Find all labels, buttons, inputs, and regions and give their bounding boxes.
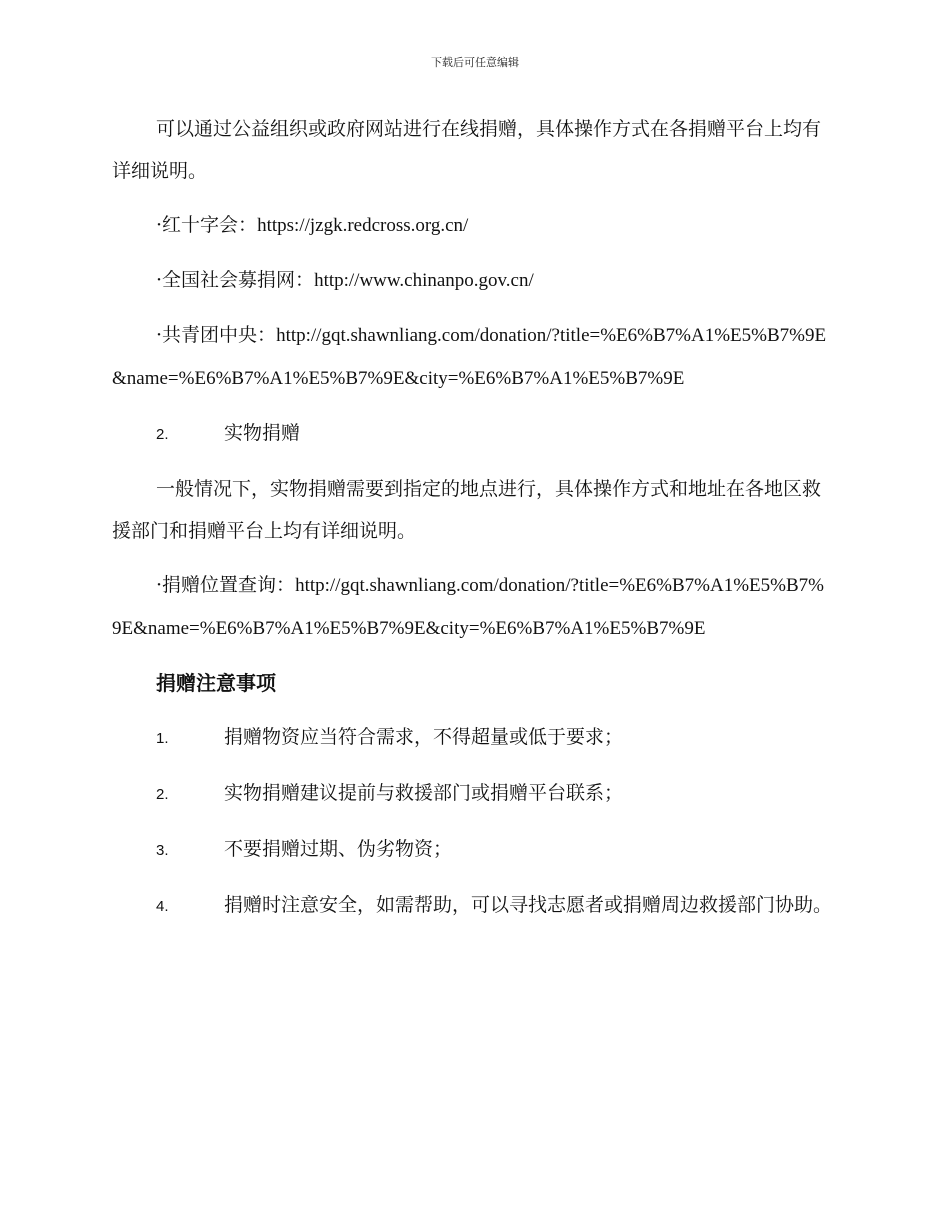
bullet-dot: ·	[156, 574, 163, 596]
section-title: 实物捐赠	[224, 422, 301, 444]
note-text: 实物捐赠建议提前与救援部门或捐赠平台联系；	[224, 782, 624, 804]
note-item	[112, 772, 832, 816]
note-text: 不要捐赠过期、伪劣物资；	[224, 838, 453, 860]
link-item-chinanpo	[112, 259, 832, 302]
note-number: 4.	[156, 898, 169, 915]
physical-donation-intro: 一般情况下，实物捐赠需要到指定的地点进行，具体操作方式和地址在各地区救援部门和捐赠平台上均有详细说明。	[112, 478, 822, 542]
note-item	[112, 884, 832, 928]
location-query-link[interactable]: http://gqt.shawnliang.com/donation/?title=%E6%B7%A1%E5%B7%9E&name=%E6%B7%A1%E5%B7%9E&city=%E6%B7%A1%E5%B7%9E	[112, 575, 824, 639]
link-item-location-query	[112, 564, 832, 650]
section-number: 2.	[156, 426, 169, 443]
bullet-dot: ·	[156, 269, 163, 291]
youth-league-link[interactable]: http://gqt.shawnliang.com/donation/?title=%E6%B7%A1%E5%B7%9E&name=%E6%B7%A1%E5%B7%9E&city=%E6%B7%A1%E5%B7%9E	[112, 325, 827, 389]
note-item	[112, 828, 832, 872]
section-physical-donation	[112, 412, 832, 456]
chinanpo-link[interactable]: http://www.chinanpo.gov.cn/	[314, 270, 534, 291]
document-body	[112, 108, 832, 940]
link-label: 红十字会：	[162, 214, 258, 236]
bullet-dot: ·	[156, 324, 163, 346]
online-donation-intro: 可以通过公益组织或政府网站进行在线捐赠，具体操作方式在各捐赠平台上均有详细说明。	[112, 118, 822, 182]
link-label: 共青团中央：	[162, 324, 277, 346]
link-item-youth-league	[112, 314, 832, 400]
redcross-link[interactable]: https://jzgk.redcross.org.cn/	[257, 215, 469, 236]
notes-heading: 捐赠注意事项	[156, 671, 276, 695]
note-number: 3.	[156, 842, 169, 859]
note-text: 捐赠物资应当符合需求，不得超量或低于要求；	[224, 726, 624, 748]
bullet-dot: ·	[156, 214, 163, 236]
link-label: 全国社会募捐网：	[162, 269, 315, 291]
note-number: 2.	[156, 786, 169, 803]
note-item	[112, 716, 832, 760]
page-header: 下载后可任意编辑	[431, 56, 519, 69]
link-label: 捐赠位置查询：	[162, 574, 296, 596]
note-text: 捐赠时注意安全，如需帮助，可以寻找志愿者或捐赠周边救援部门协助。	[224, 894, 833, 916]
note-number: 1.	[156, 730, 169, 747]
link-item-redcross	[112, 204, 832, 247]
